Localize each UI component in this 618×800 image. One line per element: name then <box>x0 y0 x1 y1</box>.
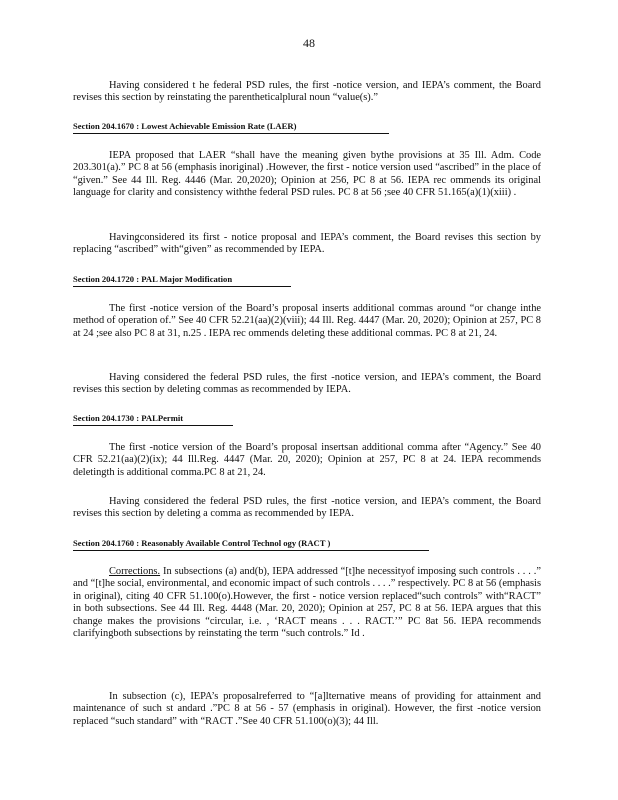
paragraph-text: In subsections (a) and(b), IEPA addressed “[t]he necessityof imposing such controls . . . .” and “[t]he social, environmental, and economic impact of such controls . . . .” respectively. PC 8 at 56 (emphasis in original), citing 40 CFR 51.100(o).However, the first - notice version replaced“such controls” with“RACT” in both subsections. See 44 Ill. Reg. 4448 (Mar. 20, 2020); Opinion at 257, PC 8 at 56. IEPA argues that this change makes the provisions “circular, i.e. , ‘RACT means . . . RACT.’” PC 8at 56. IEPA recommends clarifyingboth subsections by reinstating the term “such controls.” Id . <box>73 566 541 640</box>
section-heading: Section 204.1760 : Reasonably Available Control Technol ogy (RACT ) <box>73 538 429 551</box>
intro-section <box>73 80 541 105</box>
body-paragraph: IEPA proposed that LAER “shall have the meaning given bythe provisions at 35 Ill. Adm. Code 203.301(a).” PC 8 at 56 (emphasis inoriginal) .However, the first - notice version used “ascribed” in the place of “given.” See 44 Ill. Reg. 4446 (Mar. 20,2020); Opinion at 256, PC 8 at 56. IEPA rec ommends its original language for clarity and consistency withthe federal PSD rules. PC 8 at 56 ;see 40 CFR 51.165(a)(1)(xiii) . <box>73 150 541 199</box>
body-paragraph: Havingconsidered its first - notice proposal and IEPA’s comment, the Board revises this section by replacing “ascribed” with“given” as recommended by IEPA. <box>73 232 541 256</box>
body-paragraph <box>73 566 541 640</box>
body-paragraph: In subsection (c), IEPA’s proposalreferred to “[a]lternative means of providing for attainment and maintenance of such st andard .”PC 8 at 56 - 57 (emphasis in original). However, the first -notice version replaced “such standard” with “RACT .”See 40 CFR 51.100(o)(3); 44 Ill. <box>73 691 541 727</box>
section-heading-container <box>73 121 541 134</box>
section-body <box>73 691 541 728</box>
section-body <box>73 566 541 640</box>
body-paragraph: The first -notice version of the Board’s proposal insertsan additional comma after “Agency.” See 40 CFR 52.21(aa)(2)(ix); 44 Ill.Reg. 4447 (Mar. 20, 2020); Opinion at 257, PC 8 at 24. IEPA recommends deletingth is additional comma.PC 8 at 21, 24. <box>73 442 541 478</box>
section-heading-container <box>73 274 541 287</box>
subsection-lead: Corrections. <box>109 566 161 577</box>
section-heading-container <box>73 413 541 426</box>
section-body <box>73 442 541 479</box>
section-body <box>73 496 541 521</box>
section-heading: Section 204.1670 : Lowest Achievable Emission Rate (LAER) <box>73 121 389 134</box>
section-heading-container <box>73 538 541 551</box>
section-heading: Section 204.1720 : PAL Major Modification <box>73 274 291 287</box>
body-paragraph: The first -notice version of the Board’s proposal inserts additional commas around “or change inthe method of operation of.” See 40 CFR 52.21(aa)(2)(viii); 44 Ill. Reg. 4447 (Mar. 20, 2020); Opinion at 257, PC 8 at 24 ;see also PC 8 at 31, n.25 . IEPA rec ommends deleting these additional commas. PC 8 at 21, 24. <box>73 303 541 339</box>
page-number: 48 <box>303 36 315 50</box>
section-body <box>73 372 541 397</box>
body-paragraph: Having considered the federal PSD rules, the first -notice version, and IEPA’s comment, the Board revises this section by deleting a comma as recommended by IEPA. <box>73 496 541 520</box>
body-paragraph: Having considered t he federal PSD rules, the first -notice version, and IEPA’s comment, the Board revises this section by reinstating the parentheticalplural noun “value(s).” <box>73 80 541 104</box>
section-body <box>73 150 541 200</box>
body-paragraph: Having considered the federal PSD rules, the first -notice version, and IEPA’s comment, the Board revises this section by deleting commas as recommended by IEPA. <box>73 372 541 396</box>
section-heading: Section 204.1730 : PALPermit <box>73 413 233 426</box>
section-body <box>73 303 541 340</box>
section-body <box>73 232 541 257</box>
